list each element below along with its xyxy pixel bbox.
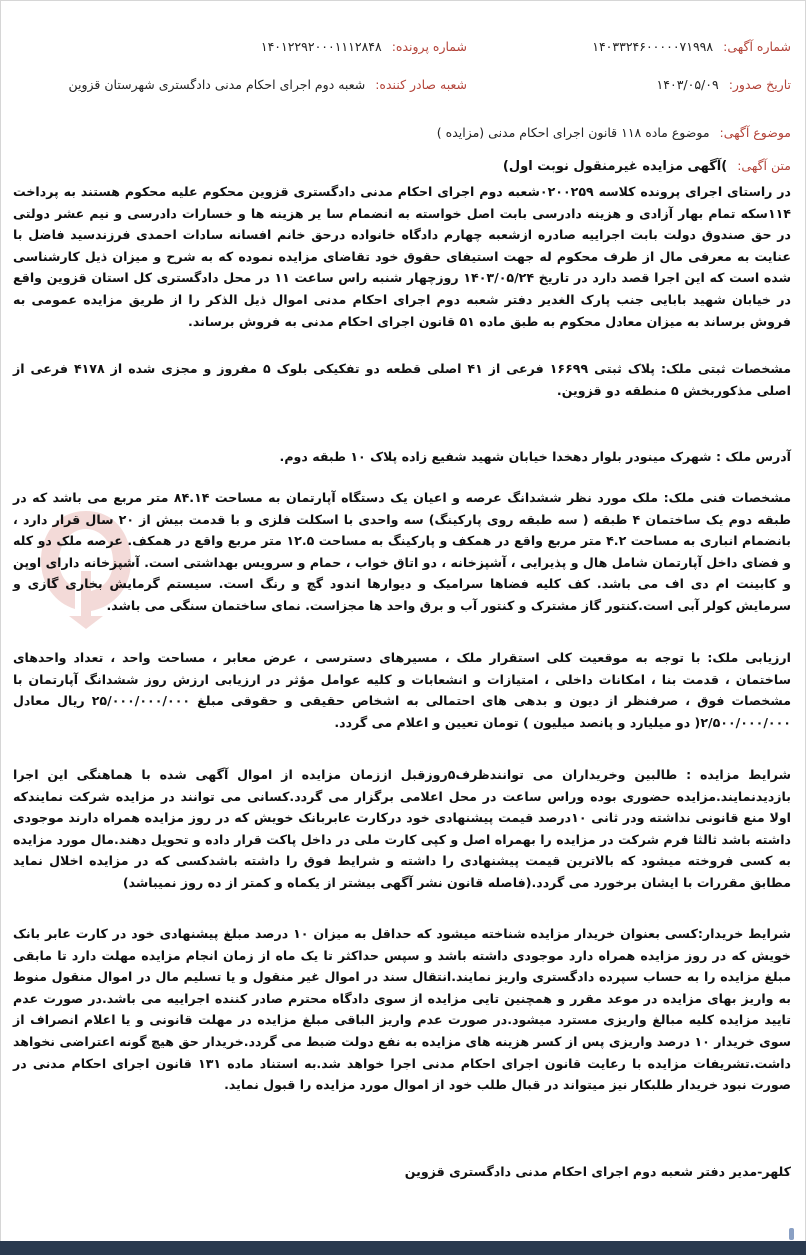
issuing-branch-value: شعبه دوم اجرای احکام مدنی دادگستری شهرستان قزوین — [68, 77, 366, 92]
ad-text-label: متن آگهی: — [737, 158, 791, 173]
ad-body-intro: در راستای اجرای پرونده کلاسه ۰۲۰۰۲۵۹شعبه دوم اجرای احکام مدنی دادگستری قزوین محکوم علیه محکوم هستند به پرداخت ۱۱۴سکه تمام بهار آزادی و هزینه دادرسی بابت اصل خواسته به انضمام سا یر هزینه ها و خسارات دادرسی و نیم عشر دولتی در حق صندوق دولت بابت اجراییه صادره ازشعبه چهارم دادگاه خانواده درحق خانم افسانه سادات احمدی فرزندسید فاضل با عنایت به معرفی مال از طرف محکوم له جهت استیفای حقوق خود تقاضای مزایده نموده که به شرح و میزان ذیل کارشناسی شده است که این اجرا قصد دارد در تاریخ ۱۴۰۳/۰۵/۲۴ روزچهار شنبه راس ساعت ۱۱ در محل دادگستری کل استان قزوین واقع در خیابان شهید بابایی جنب پارک الغدیر دفتر شعبه دوم اجرای احکام مدنی اموال ذیل الذکر را از طریق مزایده عمومی به فروش برساند به میزان معادل محکوم به طبق ماده ۵۱ قانون اجرای احکام مدنی به فروش برساند. — [13, 184, 792, 329]
body-paragraph-1 — [13, 181, 791, 332]
subject-value: موضوع ماده ۱۱۸ قانون اجرای احکام مدنی (مزایده ) — [436, 125, 710, 140]
scrollbar-thumb[interactable] — [789, 1228, 794, 1240]
issue-date-label: تاریخ صدور: — [728, 77, 791, 92]
body-paragraph-5 — [13, 647, 791, 733]
issue-date-row — [657, 77, 791, 92]
issuing-branch-label: شعبه صادر کننده: — [375, 77, 467, 92]
ad-text-row — [503, 158, 791, 174]
buyer-conditions: شرایط خریدار:کسی بعنوان خریدار مزایده شناخته میشود که حداقل به میزان ۱۰ درصد مبلغ پیشنهادی خود در کارت عابر بانک خویش که در روز مزایده همراه دارد موجودی داشته باشد و سپس حداکثر تا یک ماه از زمان انجام مزایده مهلت دارد تا مابقی مبلغ مزایده را به حساب سپرده دادگستری واریز نمایند.انتقال سند در اموال غیر منقول و یا تسلیم مال در اموال منقول منوط به واریز بهای مزایده در موعد مقرر و همچنین تایی مزایده از سوی دادگاه محترم صادر کننده اجراییه می باشد.در صورت عدم تایید مزایده کلیه مبالغ واریزی مسترد میشود.در صورت عدم واریز الباقی مبلغ مزایده در مهلت قانونی و یا اعلام انصراف از سوی خریدار ۱۰ درصد واریزی پس از کسر هزینه های مزایده به نفع دولت ضبط می گردد.خریدار حق هیچ گونه اعتراضی نخواهد داشت.تشریفات مزایده با رعایت قانون اجرای احکام مدنی اجرا خواهد شد.به استناد ماده ۱۳۱ قانون اجرای احکام مدنی در صورت نبود خریدار طلبکار نیز میتواند در قبال طلب خود از اموال مورد مزایده را قبول نماید. — [13, 926, 791, 1093]
subject-row — [437, 125, 791, 140]
body-paragraph-2 — [13, 358, 791, 401]
issuing-branch-row — [68, 77, 467, 92]
case-number-label: شماره پرونده: — [391, 39, 467, 54]
ad-number-value: ۱۴۰۳۳۲۴۶۰۰۰۰۰۷۱۹۹۸ — [592, 39, 714, 54]
issue-date-value: ۱۴۰۳/۰۵/۰۹ — [656, 77, 719, 92]
subject-label: موضوع آگهی: — [719, 125, 791, 140]
property-address: آدرس ملک : شهرک مینودر بلوار دهخدا خیابان شهید شفیع زاده پلاک ۱۰ طبقه دوم. — [279, 449, 791, 464]
ad-number-row — [592, 39, 791, 54]
body-paragraph-3 — [13, 446, 791, 468]
auction-conditions: شرایط مزایده : طالبین وخریداران می توانندظرف۵روزقبل اززمان مزایده از اموال آگهی شده با هماهنگی این اجرا بازدیدنمایند.مزایده حضوری بوده وراس ساعت در محل اعلامی برگزار می گردد.کسانی می توانند در مزایده شرکت نمایندکه اولا منع قانونی نداشته ودر ثانی ۱۰درصد قیمت پیشنهادی خود درکارت عابربانک خویش که در روز مزایده همراه دارند موجودی داشته باشد ثالثا فرم شرکت در مزایده را بهمراه اصل و کپی کارت ملی در داخل پاکت قرار داده و تحویل دهند.مال مورد مزایده به کسی فروخته میشود که بالاترین قیمت پیشنهادی را داشته و شرایط فوق را داشته باشدکسی که در مزایده اخلال نماید مطابق مقررات با ایشان برخورد می گردد.(فاصله قانون نشر آگهی بیشتر از یکماه و کمتر از ده روز نمیباشد) — [13, 767, 791, 890]
signature-line: کلهر-مدیر دفتر شعبه دوم اجرای احکام مدنی دادگستری قزوین — [404, 1164, 791, 1179]
property-valuation: ارزیابی ملک: با توجه به موقعیت کلی استقرار ملک ، مسیرهای دسترسی ، عرض معابر ، مساحت واحد ، تعداد واحدهای ساختمان ، قدمت بنا ، امکانات داخلی ، امتیازات و انشعابات و کلیه عوامل مؤثر در ارزیابی ارزش روز ششدانگ آپارتمان با مشخصات فوق ، صرفنظر از دیون و بدهی های احتمالی به اشخاص حقیقی و حقوقی مبلغ ۲۵/۰۰۰/۰۰۰/۰۰۰ ریال معادل ۲/۵۰۰/۰۰۰/۰۰۰( دو میلیارد و پانصد میلیون ) تومان تعیین و اعلام می گردد. — [13, 650, 791, 730]
technical-details: مشخصات فنی ملک: ملک مورد نظر ششدانگ عرصه و اعیان یک دستگاه آپارتمان به مساحت ۸۴.۱۴ متر مربع می باشد که در طبقه دوم یک ساختمان ۴ طبقه ( سه طبقه روی پارکینگ) سه واحدی با اسکلت فلزی و با قدمت بیش از ۲۰ سال قرار دارد ، بانضمام انباری به مساحت ۴.۲ متر مربع واقع در همکف و پارکینگ به مساحت ۱۲.۵ متر مربع واقع در همکف. عرصه ملک دو کله و فضای داخل آپارتمان شامل هال و پذیرایی ، آشپزخانه ، دو اتاق خواب ، حمام و سرویس بهداشتی است. آشپزخانه دارای اوپن و کابینت ام دی اف می باشد. کف کلیه فضاها سرامیک و دیوارها اندود گچ و رنگ است. سیستم گرمایش بخاری گازی و سرمایش کولر آبی است.کنتور گاز مشترک و کنتور آب و برق واحد ها مجزاست. نمای ساختمان سنگی می باشد. — [13, 490, 792, 613]
ad-number-label: شماره آگهی: — [723, 39, 791, 54]
body-paragraph-7 — [13, 923, 791, 1096]
case-number-row — [261, 39, 467, 54]
body-paragraph-6 — [13, 764, 791, 894]
case-number-value: ۱۴۰۱۲۲۹۲۰۰۰۱۱۱۲۸۴۸ — [260, 39, 382, 54]
registration-details: مشخصات ثبتی ملک: پلاک ثبتی ۱۶۶۹۹ فرعی از ۴۱ اصلی قطعه دو تفکیکی بلوک ۵ مفروز و مجزی شده از ۴۱۷۸ فرعی از اصلی مذکوربخش ۵ منطقه دو قزوین. — [13, 361, 792, 398]
ad-text-title: )آگهی مزایده غیرمنقول نوبت اول) — [502, 159, 728, 174]
body-paragraph-4 — [13, 487, 791, 617]
bottom-bar — [0, 1241, 806, 1255]
